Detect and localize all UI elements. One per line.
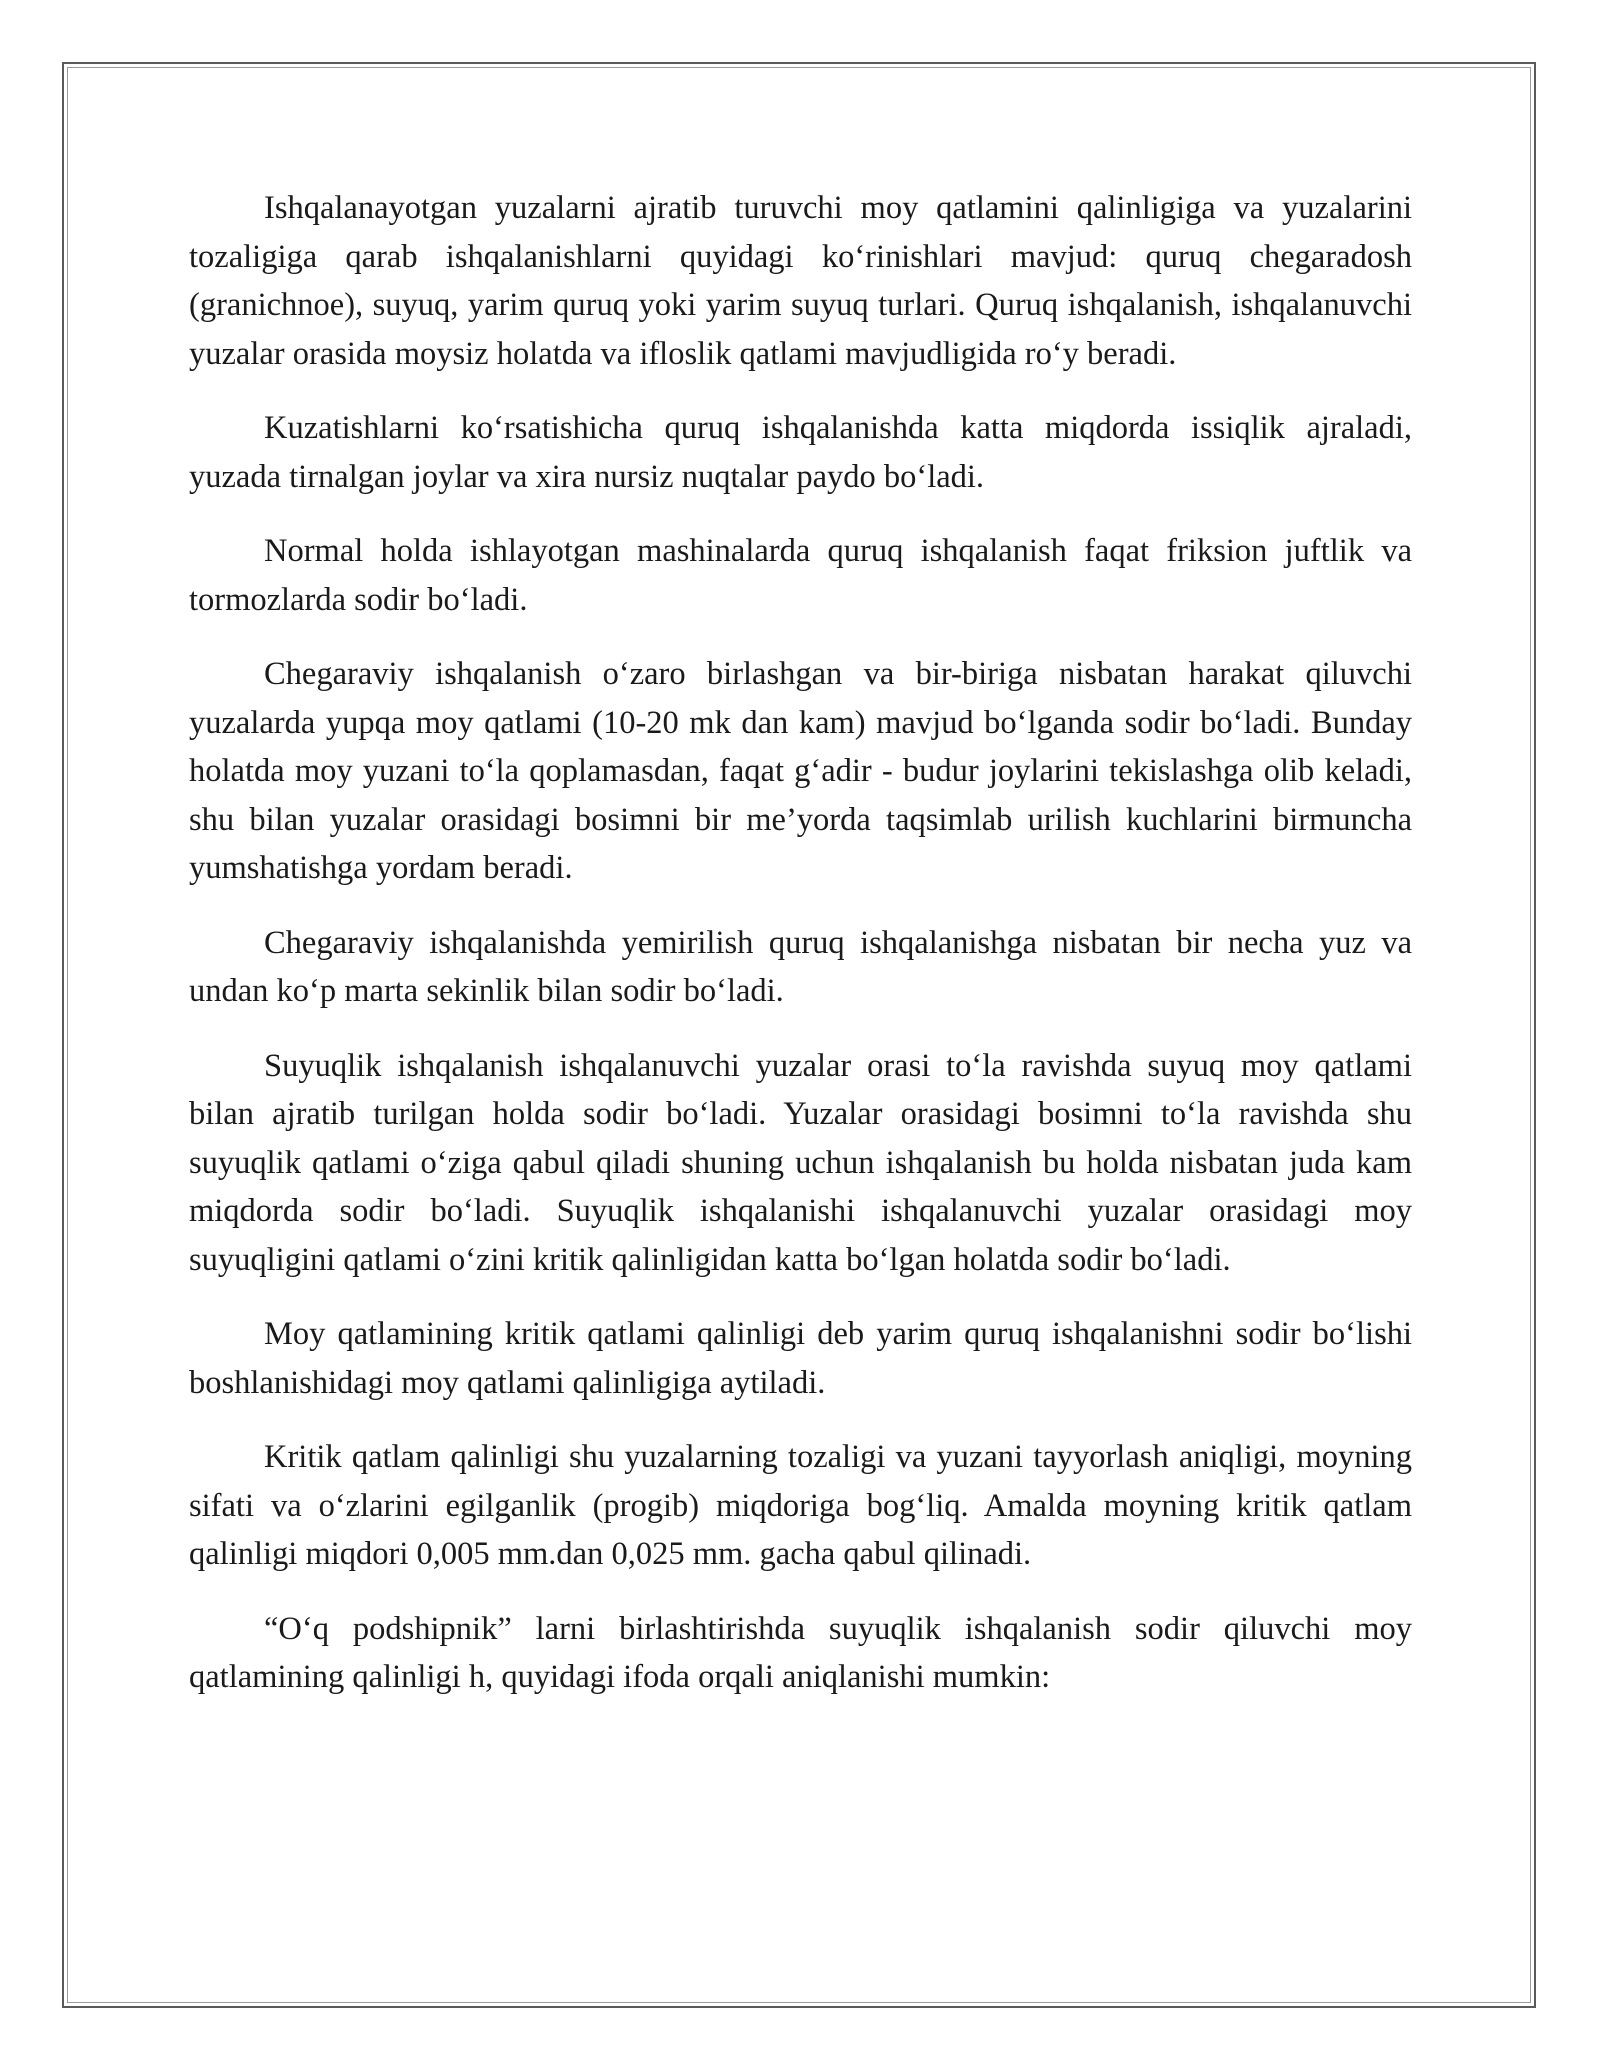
paragraph-7: Moy qatlamining kritik qatlami qalinligi deb yarim quruq ishqalanishni sodir bo‘lishi boshlanishidagi moy qatlami qalinligiga aytiladi. xyxy=(189,1316,1412,1401)
paragraph-3: Normal holda ishlayotgan mashinalarda quruq ishqalanish faqat friksion juftlik va tormozlarda sodir bo‘ladi. xyxy=(189,533,1412,618)
paragraph-9: “O‘q podshipnik” larni birlashtirishda suyuqlik ishqalanish sodir qiluvchi moy qatlamining qalinligi h, quyidagi ifoda orqali aniqlanishi mumkin: xyxy=(189,1610,1412,1695)
paragraph-4: Chegaraviy ishqalanish o‘zaro birlashgan va bir-biriga nisbatan harakat qiluvchi yuzalarda yupqa moy qatlami (10-20 mk dan kam) mavjud bo‘lganda sodir bo‘ladi. Bunday holatda moy yuzani to‘la qoplamasdan, faqat g‘adir - budur joylarini tekislashga olib keladi, shu bilan yuzalar orasidagi bosimni bir me’yorda taqsimlab urilish kuchlarini birmuncha yumshatishga yordam beradi. xyxy=(189,656,1412,886)
paragraph-1: Ishqalanayotgan yuzalarni ajratib turuvchi moy qatlamini qalinligiga va yuzalarini tozaligiga qarab ishqalanishlarni quyidagi ko‘rinishlari mavjud: quruq chegaradosh (granichnoe), suyuq, yarim quruq yoki yarim suyuq turlari. Quruq ishqalanish, ishqalanuvchi yuzalar orasida moysiz holatda va ifloslik qatlami mavjudligida ro‘y beradi. xyxy=(189,190,1412,372)
paragraph-8: Kritik qatlam qalinligi shu yuzalarning tozaligi va yuzani tayyorlash aniqligi, moyning sifati va o‘zlarini egilganlik (progib) miqdoriga bog‘liq. Amalda moyning kritik qatlam qalinligi miqdori 0,005 mm.dan 0,025 mm. gacha qabul qilinadi. xyxy=(189,1439,1412,1572)
document-body xyxy=(189,184,1412,1728)
paragraph-5: Chegaraviy ishqalanishda yemirilish quruq ishqalanishga nisbatan bir necha yuz va undan ko‘p marta sekinlik bilan sodir bo‘ladi. xyxy=(189,924,1412,1009)
paragraph-2: Kuzatishlarni ko‘rsatishicha quruq ishqalanishda katta miqdorda issiqlik ajraladi, yuzada tirnalgan joylar va xira nursiz nuqtalar paydo bo‘ladi. xyxy=(189,410,1412,495)
paragraph-6: Suyuqlik ishqalanish ishqalanuvchi yuzalar orasi to‘la ravishda suyuq moy qatlami bilan ajratib turilgan holda sodir bo‘ladi. Yuzalar orasidagi bosimni to‘la ravishda shu suyuqlik qatlami o‘ziga qabul qiladi shuning uchun ishqalanish bu holda nisbatan juda kam miqdorda sodir bo‘ladi. Suyuqlik ishqalanishi ishqalanuvchi yuzalar orasidagi moy suyuqligini qatlami o‘zini kritik qalinligidan katta bo‘lgan holatda sodir bo‘ladi. xyxy=(189,1047,1412,1278)
